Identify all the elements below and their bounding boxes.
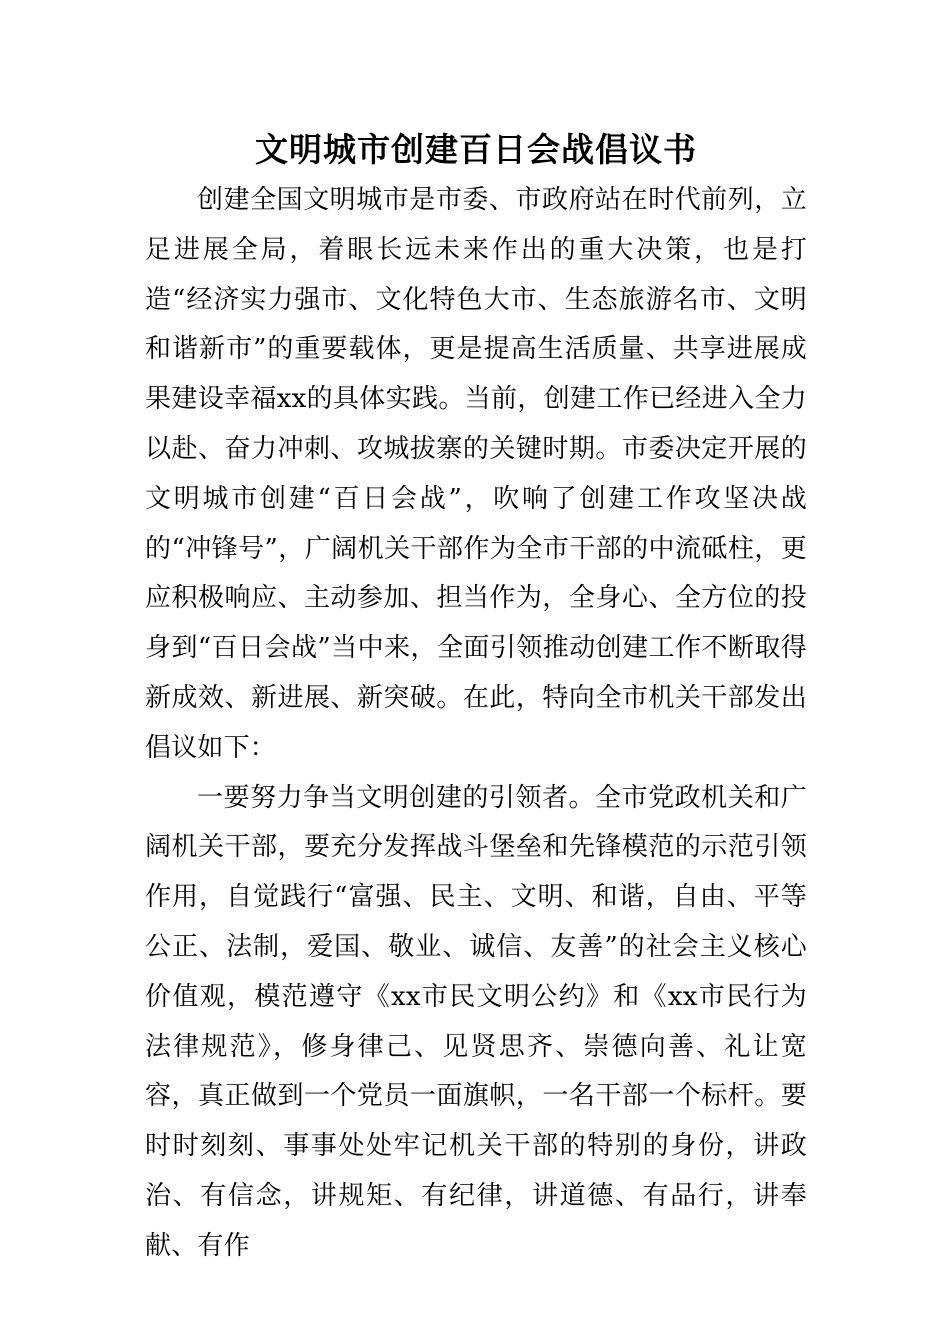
- document-page: [145, 128, 807, 1272]
- paragraph-point-one: 一要努力争当文明创建的引领者。全市党政机关和广阔机关干部，要充分发挥战斗堡垒和先锋模范的示范引领作用，自觉践行“富强、民主、文明、和谐，自由、平等公正、法制，爱国、敬业、诚信、友善”的社会主义核心价值观，模范遵守《xx市民文明公约》和《xx市民行为法律规范》，修身律己、见贤思齐、崇德向善、礼让宽容，真正做到一个党员一面旗帜，一名干部一个标杆。要时时刻刻、事事处处牢记机关干部的特别的身份，讲政治、有信念，讲规矩、有纪律，讲道德、有品行，讲奉献、有作: [145, 782, 807, 1261]
- paragraph-intro: 创建全国文明城市是市委、市政府站在时代前列，立足进展全局，着眼长远未来作出的重大决策，也是打造“经济实力强市、文化特色大市、生态旅游名市、文明和谐新市”的重要载体，更是提高生活质量、共享进展成果建设幸福xx的具体实践。当前，创建工作已经进入全力以赴、奋力冲刺、攻城拔寨的关键时期。市委决定开展的文明城市创建“百日会战”，吹响了创建工作攻坚决战的“冲锋号”，广阔机关干部作为全市干部的中流砥柱，更应积极响应、主动参加、担当作为，全身心、全方位的投身到“百日会战”当中来，全面引领推动创建工作不断取得新成效、新进展、新突破。在此，特向全市机关干部发出倡议如下：: [145, 185, 807, 763]
- document-title: 文明城市创建百日会战倡议书: [255, 130, 697, 169]
